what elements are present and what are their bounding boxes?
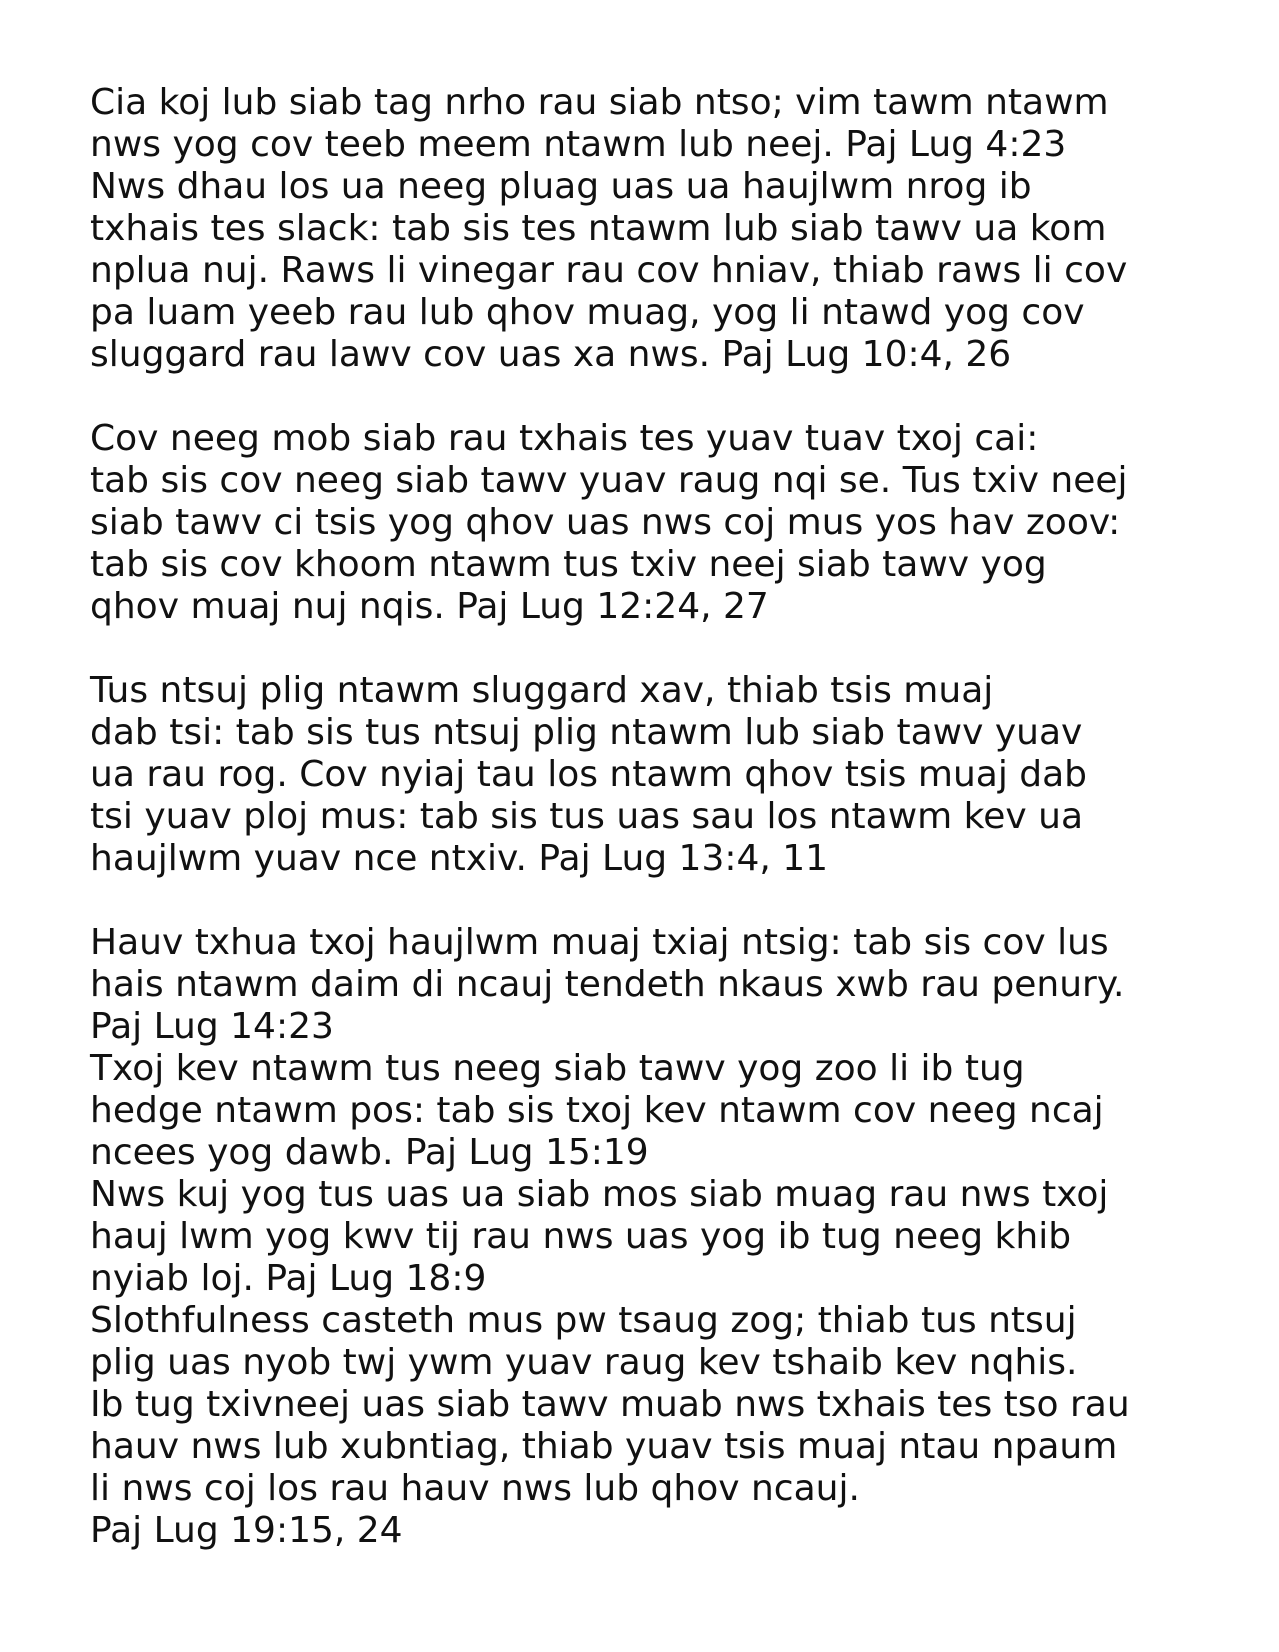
text-line: dab tsi: tab sis tus ntsuj plig ntawm lub siab tawv yuav [90,712,1083,753]
text-line: ncees yog dawb. Paj Lug 15:19 [90,1132,649,1173]
text-line: Nws kuj yog tus uas ua siab mos siab muag rau nws txoj [90,1174,1109,1215]
text-line: hauj lwm yog kwv tij rau nws uas yog ib tug neeg khib [90,1216,1072,1257]
text-line: Cov neeg mob siab rau txhais tes yuav tuav txoj cai: [90,418,1039,459]
text-line: hedge ntawm pos: tab sis txoj kev ntawm cov neeg ncaj [90,1090,1104,1131]
text-line: Tus ntsuj plig ntawm sluggard xav, thiab tsis muaj [90,670,994,711]
text-line: siab tawv ci tsis yog qhov uas nws coj mus yos hav zoov: [90,502,1121,543]
text-line: nyiab loj. Paj Lug 18:9 [90,1258,487,1299]
text-line: txhais tes slack: tab sis tes ntawm lub siab tawv ua kom [90,208,1107,249]
text-line: ua rau rog. Cov nyiaj tau los ntawm qhov tsis muaj dab [90,754,1088,795]
text-line: Cia koj lub siab tag nrho rau siab ntso; vim tawm ntawm [90,82,1109,123]
paragraph-gap [90,880,1210,922]
paragraph-gap [90,376,1210,418]
text-line: li nws coj los rau hauv nws lub qhov ncauj. [90,1468,860,1509]
text-line: Paj Lug 14:23 [90,1006,334,1047]
body-text [90,82,1210,1552]
text-line: Slothfulness casteth mus pw tsaug zog; thiab tus ntsuj [90,1300,1077,1341]
paragraph-gap [90,628,1210,670]
text-line: Txoj kev ntawm tus neeg siab tawv yog zoo li ib tug [90,1048,1025,1089]
text-line: sluggard rau lawv cov uas xa nws. Paj Lug 10:4, 26 [90,334,1012,375]
text-line: Paj Lug 19:15, 24 [90,1510,403,1551]
text-line: tab sis cov khoom ntawm tus txiv neej siab tawv yog [90,544,1047,585]
text-line: nplua nuj. Raws li vinegar rau cov hniav, thiab raws li cov [90,250,1128,291]
text-line: haujlwm yuav nce ntxiv. Paj Lug 13:4, 11 [90,838,829,879]
text-line: Hauv txhua txoj haujlwm muaj txiaj ntsig: tab sis cov lus [90,922,1109,963]
text-line: tab sis cov neeg siab tawv yuav raug nqi se. Tus txiv neej [90,460,1128,501]
text-line: pa luam yeeb rau lub qhov muag, yog li ntawd yog cov [90,292,1085,333]
text-line: plig uas nyob twj ywm yuav raug kev tshaib kev nqhis. [90,1342,1078,1383]
text-line: hauv nws lub xubntiag, thiab yuav tsis muaj ntau npaum [90,1426,1118,1467]
text-line: hais ntawm daim di ncauj tendeth nkaus xwb rau penury. [90,964,1125,1005]
text-line: tsi yuav ploj mus: tab sis tus uas sau los ntawm kev ua [90,796,1084,837]
text-line: Nws dhau los ua neeg pluag uas ua haujlwm nrog ib [90,166,1032,207]
text-line: nws yog cov teeb meem ntawm lub neej. Paj Lug 4:23 [90,124,1067,165]
text-line: Ib tug txivneej uas siab tawv muab nws txhais tes tso rau [90,1384,1130,1425]
text-line: qhov muaj nuj nqis. Paj Lug 12:24, 27 [90,586,769,627]
